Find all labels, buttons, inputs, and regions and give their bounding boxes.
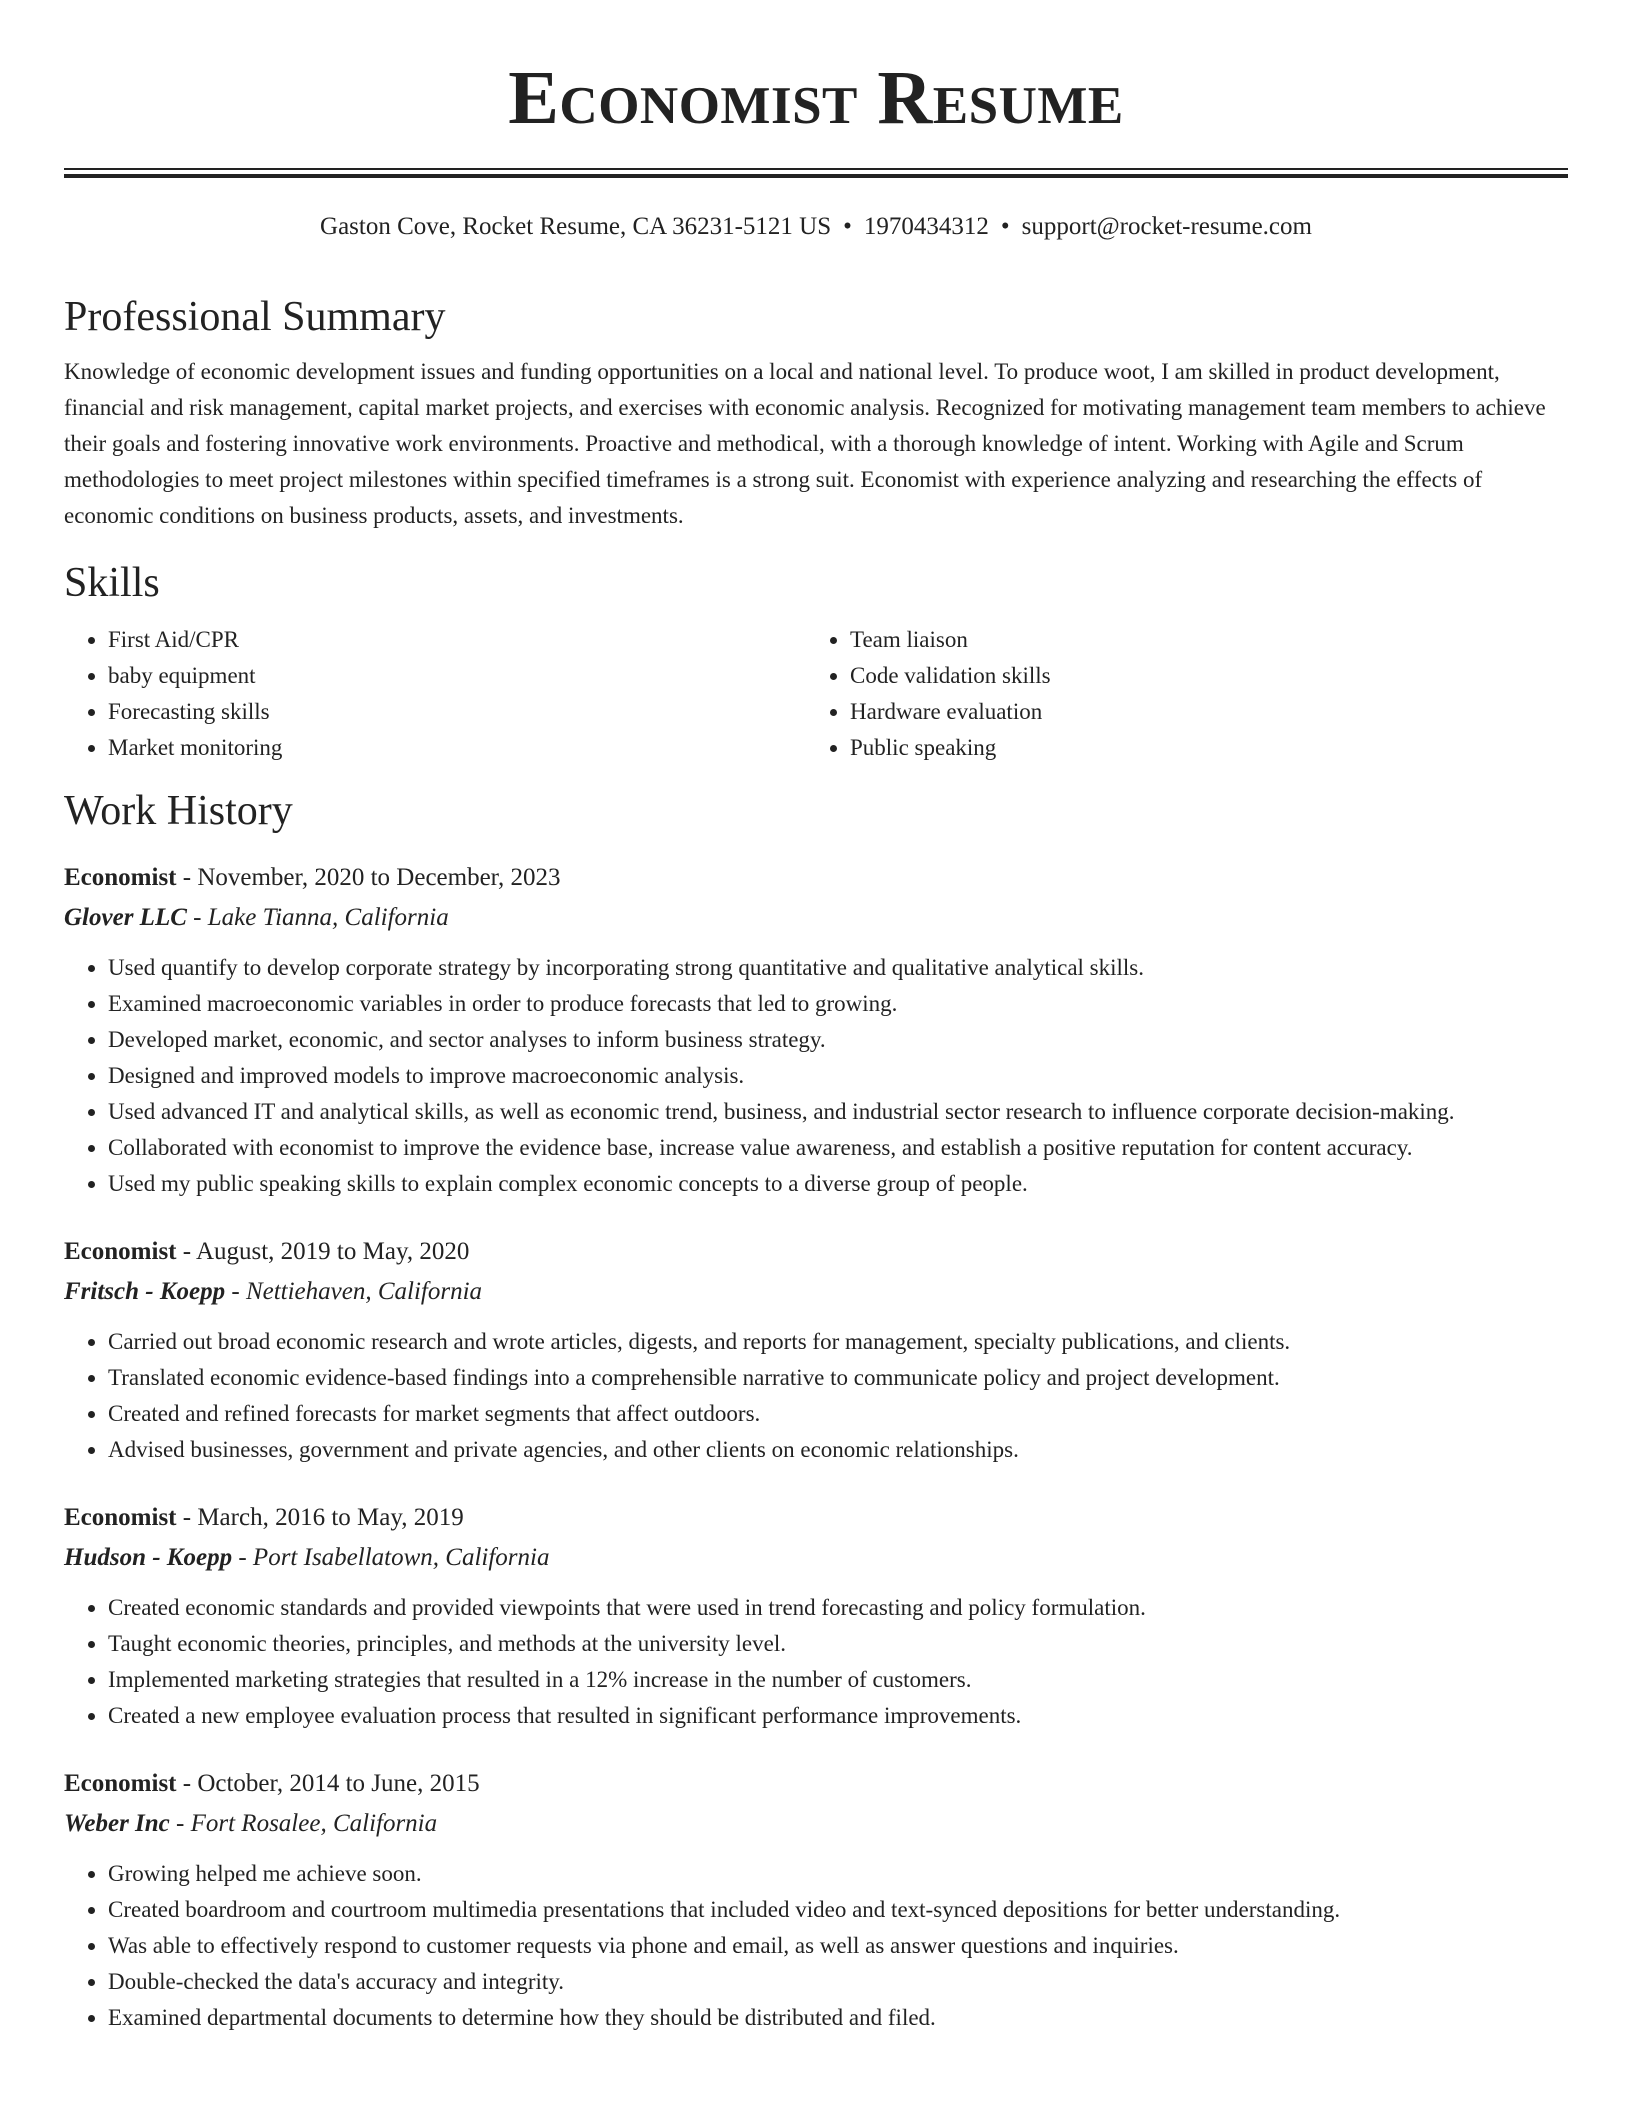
job-entry bbox=[64, 1498, 1568, 1734]
job-dash: - bbox=[176, 864, 198, 891]
company-location: Port Isabellatown, California bbox=[252, 1544, 550, 1571]
job-bullet: • Collaborated with economist to improve the evidence base, increase value awareness, and establish a positive reputation for content accuracy. bbox=[108, 1130, 1568, 1166]
page-title: Economist Resume bbox=[508, 56, 1124, 140]
company-name: Glover LLC bbox=[64, 904, 187, 931]
contact-separator: • bbox=[843, 213, 852, 240]
job-bullet: • Growing helped me achieve soon. bbox=[108, 1856, 1568, 1892]
job-bullet: • Implemented marketing strategies that resulted in a 12% increase in the number of customers. bbox=[108, 1662, 1568, 1698]
contact-email: support@rocket-resume.com bbox=[1021, 213, 1312, 240]
job-title: Economist bbox=[64, 1770, 177, 1797]
job-bullet: • Created and refined forecasts for market segments that affect outdoors. bbox=[108, 1396, 1568, 1432]
contact-phone: 1970434312 bbox=[863, 213, 989, 240]
job-bullet: • Designed and improved models to improve macroeconomic analysis. bbox=[108, 1058, 1568, 1094]
job-bullets bbox=[64, 1590, 1568, 1734]
company-name: Weber Inc bbox=[64, 1810, 170, 1837]
skill-item: • Forecasting skills bbox=[108, 694, 806, 730]
company-line bbox=[64, 1538, 1568, 1578]
job-bullets bbox=[64, 1856, 1568, 2036]
title-divider bbox=[64, 168, 1568, 178]
job-bullet: • Used quantify to develop corporate strategy by incorporating strong quantitative and qualitative analytical skills. bbox=[108, 950, 1568, 986]
company-line bbox=[64, 898, 1568, 938]
skill-item: • First Aid/CPR bbox=[108, 622, 806, 658]
skill-item: • Public speaking bbox=[850, 730, 1548, 766]
job-bullet: • Created economic standards and provided viewpoints that were used in trend forecasting and policy formulation. bbox=[108, 1590, 1568, 1626]
company-location: Nettiehaven, California bbox=[245, 1278, 483, 1305]
contact-separator: • bbox=[1000, 213, 1010, 240]
job-dash: - bbox=[176, 1504, 198, 1531]
job-bullet: • Translated economic evidence-based findings into a comprehensible narrative to communicate policy and project development. bbox=[108, 1360, 1568, 1396]
skill-item: • Team liaison bbox=[850, 622, 1548, 658]
job-title: Economist bbox=[64, 1504, 177, 1531]
job-dash: - bbox=[176, 1238, 196, 1265]
skill-item: • Market monitoring bbox=[108, 730, 806, 766]
company-name: Hudson - Koepp bbox=[64, 1544, 233, 1571]
summary-text: Knowledge of economic development issues and funding opportunities on a local and national level. To produce woot, I am skilled in product development, financial and risk management, capital market projects, and exercises with economic analysis. Recognized for motivating management team members to achieve their goals and fostering innovative work environments. Proactive and methodical, with a thorough knowledge of intent. Working with Agile and Scrum methodologies to meet project milestones within specified timeframes is a strong suit. Economist with experience analyzing and researching the effects of economic conditions on business products, assets, and investments. bbox=[64, 359, 1546, 528]
job-title-line bbox=[64, 1764, 1568, 1804]
job-dash: - bbox=[225, 1278, 246, 1305]
job-bullet: • Examined macroeconomic variables in order to produce forecasts that led to growing. bbox=[108, 986, 1568, 1022]
summary-heading: Professional Summary bbox=[64, 294, 446, 340]
skills-column-left bbox=[64, 622, 806, 766]
job-bullet: • Taught economic theories, principles, and methods at the university level. bbox=[108, 1626, 1568, 1662]
job-dates: October, 2014 to June, 2015 bbox=[197, 1770, 480, 1797]
job-title-line bbox=[64, 1232, 1568, 1272]
job-title-line bbox=[64, 858, 1568, 898]
company-location: Lake Tianna, California bbox=[207, 904, 449, 931]
contact-line bbox=[64, 210, 1568, 244]
job-title: Economist bbox=[64, 864, 177, 891]
job-bullet: • Created a new employee evaluation process that resulted in significant performance improvements. bbox=[108, 1698, 1568, 1734]
skill-item: • baby equipment bbox=[108, 658, 806, 694]
job-bullet: • Used my public speaking skills to explain complex economic concepts to a diverse group of people. bbox=[108, 1166, 1568, 1202]
job-bullet: • Advised businesses, government and private agencies, and other clients on economic relationships. bbox=[108, 1432, 1568, 1468]
job-entry bbox=[64, 1232, 1568, 1468]
company-line bbox=[64, 1272, 1568, 1312]
job-bullet: • Developed market, economic, and sector analyses to inform business strategy. bbox=[108, 1022, 1568, 1058]
job-bullet: • Double-checked the data's accuracy and integrity. bbox=[108, 1964, 1568, 2000]
job-bullet: • Used advanced IT and analytical skills, as well as economic trend, business, and industrial sector research to influence corporate decision-making. bbox=[108, 1094, 1568, 1130]
job-bullet: • Carried out broad economic research and wrote articles, digests, and reports for management, specialty publications, and clients. bbox=[108, 1324, 1568, 1360]
skills-column-right bbox=[806, 622, 1548, 766]
skill-item: • Code validation skills bbox=[850, 658, 1548, 694]
job-entry bbox=[64, 858, 1568, 1202]
skill-item: • Hardware evaluation bbox=[850, 694, 1548, 730]
job-dash: - bbox=[169, 1810, 191, 1837]
resume-page bbox=[64, 0, 1568, 2036]
company-name: Fritsch - Koepp bbox=[64, 1278, 226, 1305]
job-dates: August, 2019 to May, 2020 bbox=[195, 1238, 470, 1265]
job-bullet: • Created boardroom and courtroom multimedia presentations that included video and text-synced depositions for better understanding. bbox=[108, 1892, 1568, 1928]
job-title: Economist bbox=[64, 1238, 177, 1265]
job-dates: November, 2020 to December, 2023 bbox=[197, 864, 561, 891]
job-dash: - bbox=[186, 904, 208, 931]
work-history-heading: Work History bbox=[64, 788, 293, 834]
skills-heading: Skills bbox=[64, 560, 160, 606]
contact-address: Gaston Cove, Rocket Resume, CA 36231-5121 US bbox=[320, 213, 832, 240]
job-bullets bbox=[64, 950, 1568, 1202]
job-bullet: • Was able to effectively respond to customer requests via phone and email, as well as answer questions and inquiries. bbox=[108, 1928, 1568, 1964]
job-bullet: • Examined departmental documents to determine how they should be distributed and filed. bbox=[108, 2000, 1568, 2036]
job-title-line bbox=[64, 1498, 1568, 1538]
company-line bbox=[64, 1804, 1568, 1844]
company-location: Fort Rosalee, California bbox=[190, 1810, 438, 1837]
job-dash: - bbox=[176, 1770, 198, 1797]
job-entry bbox=[64, 1764, 1568, 2036]
job-bullets bbox=[64, 1324, 1568, 1468]
skills-list bbox=[64, 622, 1568, 766]
job-dash: - bbox=[232, 1544, 253, 1571]
job-dates: March, 2016 to May, 2019 bbox=[197, 1504, 464, 1531]
